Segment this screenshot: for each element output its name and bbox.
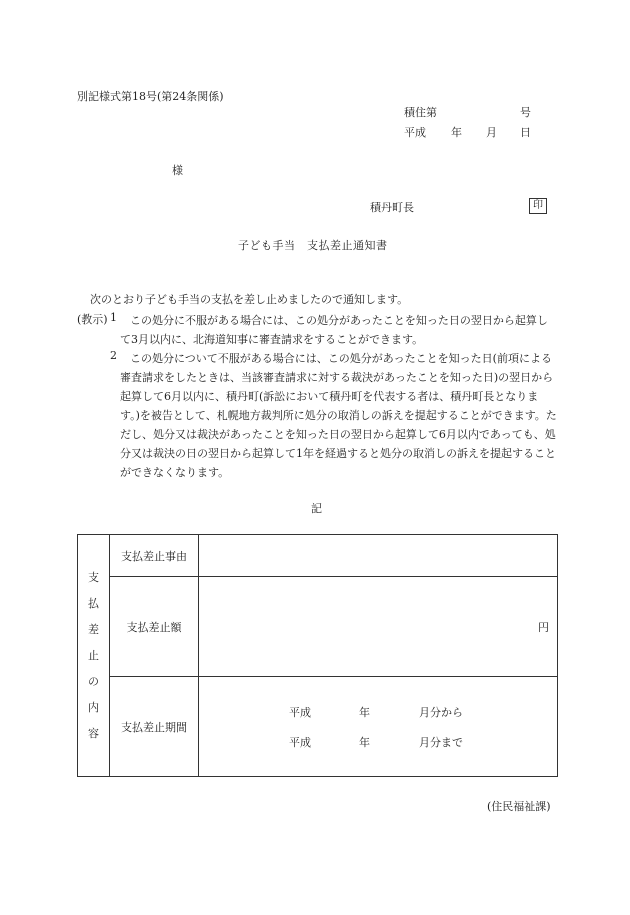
period-to-month: 月分まで bbox=[419, 735, 463, 749]
instruction-2-number: 2 bbox=[110, 349, 117, 362]
form-title: 別記様式第18号(第24条関係) bbox=[77, 90, 224, 103]
side-header-char: 差 bbox=[88, 622, 99, 636]
date-era: 平成 bbox=[404, 126, 426, 139]
period-from-year: 年 bbox=[359, 705, 370, 719]
period-to-era: 平成 bbox=[289, 735, 311, 749]
instruction-1-text: この処分に不服がある場合には、この処分があったことを知った日の翌日から起算して3月以内に、北海道知事に審査請求をすることができます。 bbox=[120, 314, 548, 346]
period-from-row bbox=[199, 697, 557, 727]
ki-marker: 記 bbox=[311, 502, 322, 515]
date-day-unit: 日 bbox=[520, 126, 531, 139]
withholding-content-header bbox=[78, 535, 110, 777]
side-header-char: 支 bbox=[88, 570, 99, 584]
period-value-field[interactable] bbox=[199, 677, 558, 777]
seal-box: 印 bbox=[529, 198, 547, 214]
amount-unit: 円 bbox=[538, 620, 549, 634]
instructions-prefix: (教示) bbox=[77, 313, 108, 326]
side-header-char: 止 bbox=[88, 648, 99, 662]
document-title: 子ども手当 支払差止通知書 bbox=[238, 239, 388, 252]
side-header-char: 内 bbox=[88, 700, 99, 714]
amount-label: 支払差止額 bbox=[110, 577, 199, 677]
recipient-honorific: 様 bbox=[172, 164, 183, 177]
doc-number-suffix: 号 bbox=[520, 106, 531, 119]
side-header-char: の bbox=[88, 674, 99, 688]
withholding-details-table bbox=[77, 534, 558, 777]
date-month-unit: 月 bbox=[486, 126, 497, 139]
instruction-2-text: この処分について不服がある場合には、この処分があったことを知った日(前項による審査請求をしたときは、当該審査請求に対する裁決があったことを知った日)の翌日から起算して6月以内に、積丹町(訴訟において積丹町を代表する者は、積丹町長となります。)を被告として、札幌地方裁判所に処分の取消しの訴えを提起することができます。ただし、処分又は裁決があったことを知った日の翌日から起算して6月以内であっても、処分又は裁決の日の翌日から起算して1年を経過すると処分の取消しの訴えを提起することができなくなります。 bbox=[120, 352, 557, 479]
side-header-char: 払 bbox=[88, 596, 99, 610]
date-year-unit: 年 bbox=[451, 126, 462, 139]
doc-number-prefix: 積住第 bbox=[404, 106, 437, 119]
period-to-row bbox=[199, 727, 557, 757]
instruction-1-number: 1 bbox=[110, 311, 117, 324]
side-header-char: 容 bbox=[88, 726, 99, 740]
reason-label: 支払差止事由 bbox=[110, 535, 199, 577]
period-label: 支払差止期間 bbox=[110, 677, 199, 777]
intro-text: 次のとおり子ども手当の支払を差し止めましたので通知します。 bbox=[90, 293, 409, 306]
period-to-year: 年 bbox=[359, 735, 370, 749]
amount-value-field[interactable] bbox=[199, 577, 558, 677]
period-from-era: 平成 bbox=[289, 705, 311, 719]
period-from-month: 月分から bbox=[419, 705, 463, 719]
reason-value-field[interactable] bbox=[199, 535, 558, 577]
department-footer: (住民福祉課) bbox=[487, 800, 551, 813]
sender-title: 積丹町長 bbox=[370, 201, 414, 214]
